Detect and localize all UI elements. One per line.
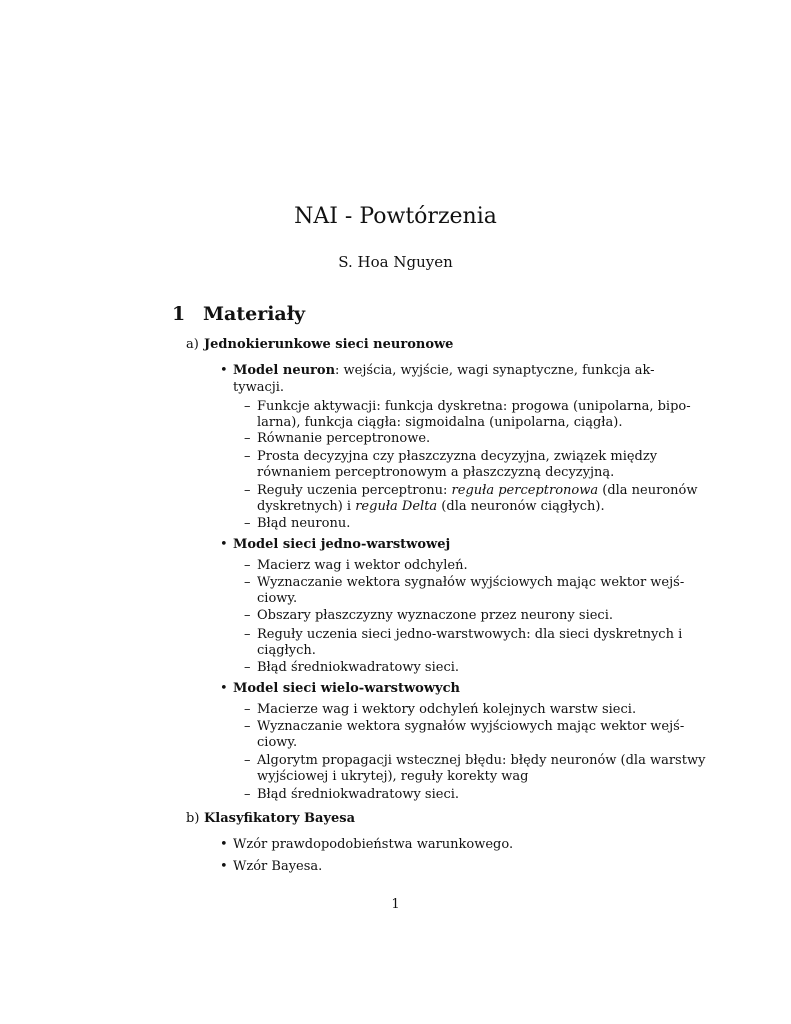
sublist-item-text: ciągłych. <box>257 643 316 658</box>
document-author: S. Hoa Nguyen <box>338 253 453 271</box>
rule-name: reguła perceptronowa <box>451 483 599 498</box>
list-dash: – <box>244 787 251 802</box>
list-dash: – <box>244 399 251 414</box>
sublist-item-text: Reguły uczenia sieci jedno-warstwowych: dla sieci dyskretnych i <box>257 627 683 642</box>
subsection-title: Klasyfikatory Bayesa <box>204 811 355 826</box>
text-span: (dla neuronów <box>598 483 698 498</box>
subsection-marker: a) <box>186 337 199 352</box>
sublist-item-text: równaniem perceptronowym a płaszczyzną decyzyjną. <box>257 465 615 480</box>
item-label: Model sieci wielo-warstwowych <box>233 681 460 696</box>
list-dash: – <box>244 431 251 446</box>
list-dash: – <box>244 627 251 642</box>
list-item-text: Wzór Bayesa. <box>233 859 323 874</box>
list-dash: – <box>244 660 251 675</box>
list-item-text: Wzór prawdopodobieństwa warunkowego. <box>233 837 514 852</box>
sublist-item-text: Prosta decyzyjna czy płaszczyzna decyzyjna, związek między <box>257 449 658 464</box>
sublist-item-text <box>257 483 697 498</box>
sublist-item-text: Obszary płaszczyzny wyznaczone przez neurony sieci. <box>257 608 614 623</box>
sublist-item-text: wyjściowej i ukrytej), reguły korekty wag <box>257 769 529 784</box>
sublist-item-text: ciowy. <box>257 735 298 750</box>
sublist-item-text: larna), funkcja ciągła: sigmoidalna (unipolarna, ciągła). <box>257 415 623 430</box>
list-dash: – <box>244 483 251 498</box>
rule-name: reguła Delta <box>355 499 438 514</box>
list-bullet: • <box>220 363 228 378</box>
list-dash: – <box>244 575 251 590</box>
sublist-item-text: Macierz wag i wektor odchyleń. <box>257 558 468 573</box>
sublist-item-text: Macierze wag i wektory odchyleń kolejnych warstw sieci. <box>257 702 637 717</box>
text-span: Reguły uczenia perceptronu: <box>257 483 452 498</box>
subsection-title: Jednokierunkowe sieci neuronowe <box>204 337 454 352</box>
section-title: Materiały <box>203 303 306 325</box>
sublist-item-text: Wyznaczanie wektora sygnałów wyjściowych mając wektor wejś- <box>257 575 685 590</box>
sublist-item-text: Równanie perceptronowe. <box>257 431 431 446</box>
list-dash: – <box>244 719 251 734</box>
section-number: 1 <box>172 303 186 325</box>
subsection-marker: b) <box>186 811 200 826</box>
list-dash: – <box>244 753 251 768</box>
sublist-item-text: ciowy. <box>257 591 298 606</box>
sublist-item-text: Błąd średniokwadratowy sieci. <box>257 787 460 802</box>
sublist-item-text: Błąd neuronu. <box>257 516 351 531</box>
list-bullet: • <box>220 537 228 552</box>
list-dash: – <box>244 558 251 573</box>
list-item-text <box>233 363 655 378</box>
sublist-item-text: Błąd średniokwadratowy sieci. <box>257 660 460 675</box>
text-span: dyskretnych) i <box>257 499 356 514</box>
list-dash: – <box>244 516 251 531</box>
document-title: NAI - Powtórzenia <box>294 204 497 229</box>
list-bullet: • <box>220 859 228 874</box>
item-label: Model neuron <box>233 363 336 378</box>
sublist-item-text <box>257 499 605 514</box>
sublist-item-text: Wyznaczanie wektora sygnałów wyjściowych mając wektor wejś- <box>257 719 685 734</box>
sublist-item-text: Funkcje aktywacji: funkcja dyskretna: progowa (unipolarna, bipo- <box>257 399 691 414</box>
list-dash: – <box>244 608 251 623</box>
item-text: : wejścia, wyjście, wagi synaptyczne, funkcja ak- <box>335 363 655 378</box>
page-number: 1 <box>391 897 400 912</box>
list-dash: – <box>244 702 251 717</box>
list-bullet: • <box>220 681 228 696</box>
list-dash: – <box>244 449 251 464</box>
text-span: (dla neuronów ciągłych). <box>437 499 605 514</box>
list-bullet: • <box>220 837 228 852</box>
list-item-text: tywacji. <box>233 380 285 395</box>
item-label: Model sieci jedno-warstwowej <box>233 537 451 552</box>
sublist-item-text: Algorytm propagacji wstecznej błędu: błędy neuronów (dla warstwy <box>257 753 706 768</box>
